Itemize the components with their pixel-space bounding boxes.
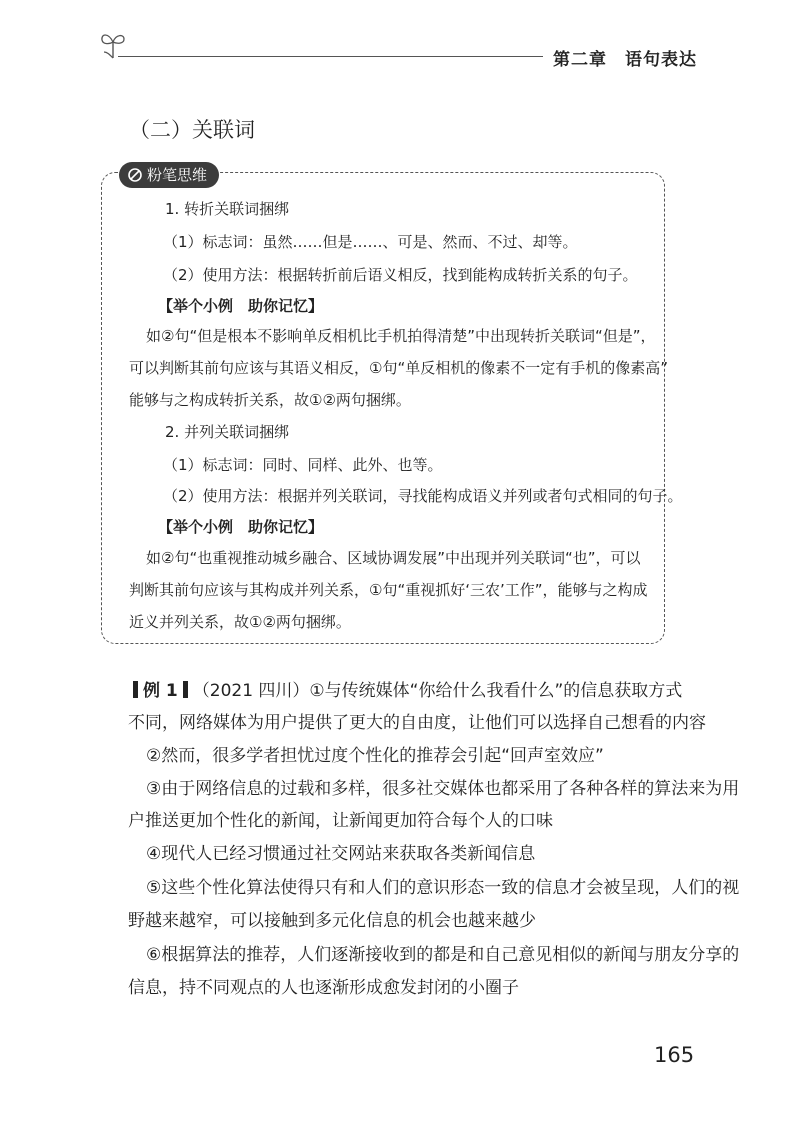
box-line: 能够与之构成转折关系，故①②两句捆绑。 (129, 391, 411, 409)
example-source: （2021 四川） (192, 681, 310, 701)
example-marker-left (133, 681, 138, 698)
example-line: 信息，持不同观点的人也逐渐形成愈发封闭的小圈子 (128, 978, 519, 998)
box-line: 近义并列关系，故①②两句捆绑。 (129, 613, 351, 631)
chapter-heading (553, 45, 697, 70)
box-line: 如②句“但是根本不影响单反相机比手机拍得清楚”中出现转折关联词“但是”， (146, 327, 656, 345)
badge-label: 粉笔思维 (147, 166, 208, 184)
page-number: 165 (654, 1043, 695, 1067)
box-heading-parallel: 2. 并列关联词捆绑 (165, 423, 290, 441)
example-sentence-5: ⑤这些个性化算法使得只有和人们的意识形态一致的信息才会被呈现，人们的视 (146, 878, 740, 898)
header-rule (118, 56, 543, 57)
box-line: （1）标志词：虽然……但是……、可是、然而、不过、却等。 (163, 233, 578, 251)
box-line: 可以判断其前句应该与其语义相反，①句“单反相机的像素不一定有手机的像素高” (129, 359, 668, 377)
chalk-thinking-badge (119, 162, 219, 188)
example-sentence-2: ②然而，很多学者担忧过度个性化的推荐会引起“回声室效应” (146, 746, 604, 766)
example-sentence-6: ⑥根据算法的推荐，人们逐渐接收到的都是和自己意见相似的新闻与朋友分享的 (146, 945, 740, 965)
box-line: （2）使用方法：根据转折前后语义相反，找到能构成转折关系的句子。 (163, 266, 638, 284)
section-title: （二）关联词 (129, 118, 255, 142)
example-line: 不同，网络媒体为用户提供了更大的自由度，让他们可以选择自己想看的内容 (128, 713, 706, 733)
box-heading-contrast: 1. 转折关联词捆绑 (165, 200, 290, 218)
no-symbol-icon (127, 167, 143, 183)
chapter-title: 语句表达 (625, 50, 697, 70)
box-line: 判断其前句应该与其构成并列关系，①句“重视抓好‘三农’工作”，能够与之构成 (129, 581, 648, 599)
example-sentence-3: ③由于网络信息的过载和多样，很多社交媒体也都采用了各种各样的算法来为用 (146, 779, 740, 799)
page-header (0, 0, 800, 80)
example-label: 例 1 (143, 681, 178, 701)
example-line: 野越来越窄，可以接触到多元化信息的机会也越来越少 (128, 911, 536, 931)
example-line: 户推送更加个性化的新闻，让新闻更加符合每个人的口味 (128, 811, 553, 831)
box-line: （2）使用方法：根据并列关联词，寻找能构成语义并列或者句式相同的句子。 (163, 487, 683, 505)
chapter-number: 第二章 (553, 50, 607, 70)
example-first-line (128, 680, 682, 702)
example-sentence-4: ④现代人已经习惯通过社交网站来获取各类新闻信息 (146, 844, 536, 864)
box-tip-heading: 【举个小例 助你记忆】 (158, 518, 324, 536)
box-tip-heading: 【举个小例 助你记忆】 (158, 297, 324, 315)
example-text: ①与传统媒体“你给什么我看什么”的信息获取方式 (309, 681, 683, 701)
box-line: （1）标志词：同时、同样、此外、也等。 (163, 456, 443, 474)
example-marker-right (183, 681, 188, 698)
box-line: 如②句“也重视推动城乡融合、区域协调发展”中出现并列关联词“也”，可以 (146, 549, 641, 567)
